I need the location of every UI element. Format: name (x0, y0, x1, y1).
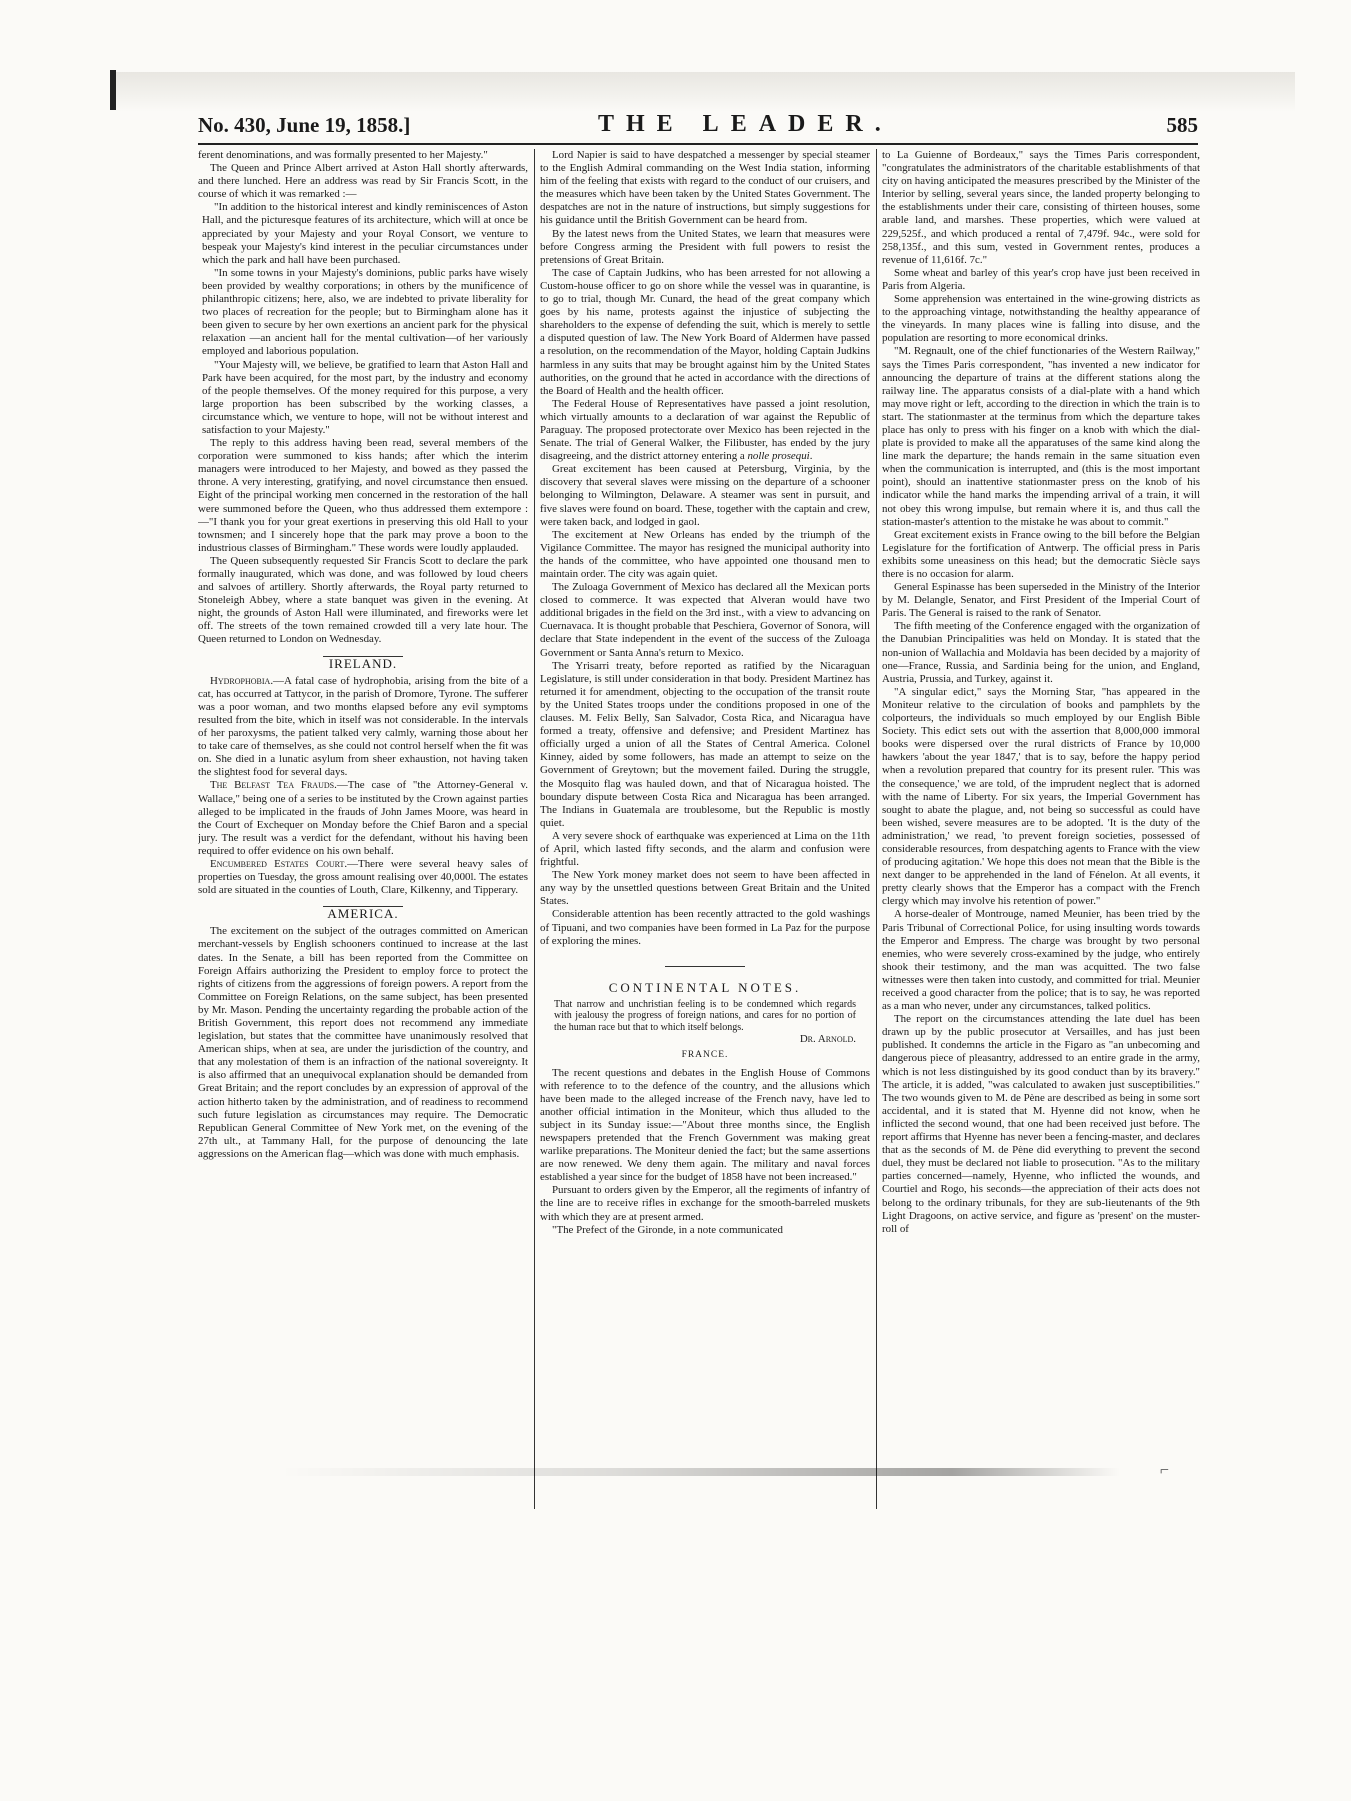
paragraph: "Your Majesty will, we believe, be gratified to learn that Aston Hall and Park have been acquired, for the most part, by the industry and economy of the people themselves. Of the money required for this purpose, a very large proportion has been subscribed by the working classes, a circumstance which, we venture to hope, will not be without interest and satisfaction to your Majesty." (202, 358, 528, 436)
paragraph: A horse-dealer of Montrouge, named Meunier, has been tried by the Paris Tribunal of Correctional Police, for using insulting words towards the Emperor and Empress. The charge was brought by two personal enemies, who were severely cross-examined by the judge, who entirely shook their testimony, and the man was acquitted. The two false witnesses were then taken into custody, and committed for trial. Meunier received a good character from the police; that is to say, he was reported as a man who never, under any circumstances, talked politics. (882, 908, 1200, 1013)
page-number: 585 (1166, 113, 1198, 137)
scan-shadow (115, 72, 1295, 112)
corner-curl-icon: ⌐ (1160, 1462, 1170, 1479)
heading-text: AMERICA. (327, 906, 399, 922)
section-heading-america (198, 906, 528, 920)
paragraph-body: —The case of "the Attorney-General v. Wallace," being one of a series to be instituted by the Crown against parties alleged to be implicated in the frauds of John James Moore, was heard in the Court of Exchequer on Monday before the Chief Baron and a special jury. The result was a verdict for the defendant, without his having been required to offer evidence on his own behalf. (198, 779, 528, 857)
paragraph: The report on the circumstances attending the late duel has been drawn up by the public prosecutor at Versailles, and has just been published. It condemns the article in the Figaro as "an unbecoming and dangerous piece of pleasantry, addressed to an entire grade in the army, which is not less distinguished by its good conduct than by its bravery." The article, it is added, "was calculated to awaken just susceptibilities." The two wounds given to M. de Pène are described as being in some sort accidental, and it is stated that M. Hyenne did not know, when he inflicted the second wound, that one had been received just before. The report affirms that Hyenne has never been a fencing-master, and declares that as the seconds of M. de Pène did everything to prevent the second duel, they must be declared not liable to prosecution. "As to the military parties concerned—namely, Hyenne, who inflicted the wounds, and Courtiel and Rogo, his seconds—the appreciation of their acts does not belong to the ordinary tribunals, for they are sub-lieutenants of the 9th Light Dragoons, on active service, and figure as 'present' on the muster-roll of (882, 1013, 1200, 1235)
run-in-head: The Belfast Tea Frauds. (210, 779, 337, 792)
column-2 (540, 149, 870, 1509)
issue-date: No. 430, June 19, 1858.] (198, 113, 411, 137)
paragraph: "M. Regnault, one of the chief functionaries of the Western Railway," says the Times Paris correspondent, "has invented a new indicator for announcing the departure of trains at the different stations along the railway line. The apparatus consists of a dial-plate with a hand which may move right or left, according to the direction in which the train is to start. The stationmaster at the terminus from which the departure takes place has only to press with his finger on a knob with which the dial-plate is provided to make all the apparatuses of the same kind along the line mark the departure; the hands remain in the same situation even when the communication is interrupted, and (this is the most important point), should an inattentive stationmaster press on the knob of his indicator while the hand marks the impending arrival of a train, it will not obey this wrong impulse, but remain where it is, and thus call the station-master's attention to the mistake he was about to commit." (882, 345, 1200, 528)
paragraph: The Queen subsequently requested Sir Francis Scott to declare the park formally inaugurated, which was done, and was followed by loud cheers and salvoes of artillery. Shortly afterwards, the Royal party returned to Stoneleigh Abbey, where a state banquet was given in the evening. At night, the grounds of Aston Hall were illuminated, and fireworks were let off. The streets of the town remained crowded till a very late hour. The Queen returned to London on Wednesday. (198, 554, 528, 646)
masthead-rule (198, 143, 1198, 145)
paragraph: The excitement on the subject of the outrages committed on American merchant-vessels by English schooners continued to increase at the last dates. In the Senate, a bill has been reported from the Committee on Foreign Affairs authorizing the President to employ force to protect the rights of citizens from the aggressions of foreign powers. A report from the Committee on Foreign Relations, on the same subject, has been presented by Mr. Mason. Pending the uncertainty regarding the probable action of the British Government, this report does not recommend any immediate legislation, but states that the committee have unanimously resolved that American ships, when at sea, are under the jurisdiction of the country, and that any molestation of them is an infraction of the national sovereignty. It is also affirmed that an unequivocal explanation should be demanded from Great Britain; and the report concludes by an expression of approval of the action hitherto taken by the administration, and of readiness to recommend such future legislation as circumstances may require. The Democratic Republican General Committee of New York met, on the evening of the 27th ult., at Tammany Hall, for the purpose of denouncing the late aggressions on the American flag—which was done with much emphasis. (198, 925, 528, 1160)
paragraph (198, 858, 528, 897)
run-in-head: Encumbered Estates Court. (210, 857, 348, 870)
paragraph: Lord Napier is said to have despatched a messenger by special steamer to the English Admiral commanding on the West India station, informing him of the feeling that exists with regard to the conduct of our cruisers, and the measures which have been taken by the United States Government. The despatches are not in the nature of instructions, but simply suggestions for his guidance until the British Government can be heard from. (540, 149, 870, 227)
newspaper-title: THE LEADER. (598, 111, 893, 137)
section-heading-france: FRANCE. (681, 1050, 729, 1061)
column-rule-1 (534, 149, 535, 1509)
paragraph-body: The Federal House of Representatives have passed a joint resolution, which virtually amounts to a declaration of war against the Republic of Paraguay. The proposed protectorate over Mexico has been rejected in the Senate. The trial of General Walker, the Filibuster, has ended by the jury disagreeing, and the district attorney entering a (540, 397, 870, 463)
paragraph: Considerable attention has been recently attracted to the gold washings of Tipuani, and two companies have been formed in La Paz for the purpose of exploring the mines. (540, 908, 870, 947)
paragraph: The reply to this address having been read, several members of the corporation were summoned to kiss hands; after which the interim managers were introduced to her Majesty, and bowed as they passed the throne. A very interesting, gratifying, and novel circumstance then ensued. Eight of the principal working men concerned in the restoration of the hall were summoned before the Queen, who thus addressed them extempore :—"I thank you for your great exertions in preserving this old Hall to your townsmen; and I sincerely hope that the park may prove a boon to the industrious classes of Birmingham." These words were loudly applauded. (198, 437, 528, 554)
section-heading-continental (540, 966, 870, 994)
paragraph: "The Prefect of the Gironde, in a note communicated (552, 1223, 783, 1236)
paragraph: Pursuant to orders given by the Emperor, all the regiments of infantry of the line are to receive rifles in exchange for the smooth-barreled muskets with which they are at present armed. (540, 1184, 870, 1223)
column-rule-2 (876, 149, 877, 1509)
run-in-head: Hydrophobia. (210, 674, 274, 687)
paragraph-end: . (809, 450, 813, 463)
paragraph: By the latest news from the United States, we learn that measures were before Congress arming the President with full powers to resist the pretensions of Great Britain. (540, 227, 870, 266)
section-heading-ireland (198, 656, 528, 670)
epigraph-signature: Dr. Arnold. (799, 1033, 856, 1046)
paragraph: The fifth meeting of the Conference engaged with the organization of the Danubian Principalities was held on Monday. It is stated that the non-union of Wallachia and Moldavia has been decided by a majority of one—France, Russia, and Sardinia being for the union, and England, Austria, Prussia, and Turkey, against it. (882, 620, 1200, 685)
scan-smudge (280, 1468, 1120, 1476)
paragraph: "In addition to the historical interest and kindly reminiscences of Aston Hall, and the picturesque features of its architecture, which will at once be appreciated by your Majesty and your Royal Consort, we venture to bespeak your Majesty's kind interest in the peculiar circumstances under which the park and hall have been purchased. (202, 201, 528, 266)
paragraph (540, 398, 870, 463)
epigraph: That narrow and unchristian feeling is to be condemned which regards with jealousy the progress of foreign nations, and cares for no portion of the human race but that to which itself belongs. (554, 998, 856, 1033)
column-1 (198, 149, 528, 1509)
paragraph: The Queen and Prince Albert arrived at Aston Hall shortly afterwards, and there lunched. Here an address was read by Sir Francis Scott, in the course of which it was remarked :— (198, 162, 528, 201)
column-3 (882, 149, 1200, 1509)
paragraph: The recent questions and debates in the English House of Commons with reference to to the defence of the country, and the allusions which have been made to the alleged increase of the French navy, have led to another official intimation in the Moniteur, which thus alluded to the subject in its Sunday issue:—"About three months since, the English newspapers pretended that the French Government was making great warlike preparations. The Moniteur denied the fact; but the same assertions are now renewed. We deny them again. The military and naval forces established a year since for the budget of 1858 have not been increased." (540, 1066, 870, 1184)
paragraph: The New York money market does not seem to have been affected in any way by the unsettled questions between Great Britain and the United States. (540, 869, 870, 908)
paragraph: A very severe shock of earthquake was experienced at Lima on the 11th of April, which lasted fifty seconds, and the alarm and confusion were frightful. (540, 829, 870, 869)
scan-edge (110, 70, 116, 110)
paragraph: Great excitement exists in France owing to the bill before the Belgian Legislature for the fortification of Antwerp. The official press in Paris exhibits some uneasiness on this head; but the democratic Siècle says there is no occasion for alarm. (882, 528, 1200, 580)
masthead (198, 113, 1198, 141)
paragraph: to La Guienne of Bordeaux," says the Times Paris correspondent, "congratulates the administrators of the charitable establishments of that city on having anticipated the measures prescribed by the Minister of the Interior by selling, several years since, the landed property belonging to the establishments under their care, consisting of thirteen houses, some arable land, and marshes. These properties, which were valued at 229,525f., and which produced a rental of 7,479f. 94c., were sold for 258,135f., and this sum, vested in Government rentes, produces a revenue of 11,616f. 7c." (882, 149, 1200, 266)
paragraph: The Yrisarri treaty, before reported as ratified by the Nicaraguan Legislature, is still under consideration in that body. President Martinez has returned it for amendment, objecting to the occupation of the transit route by the United States troops under the conditions proposed in one of the clauses. M. Felix Belly, San Salvador, Costa Rica, and Nicaragua have formed a treaty, offensive and defensive; and President Martinez has officially urged a union of all the States of Central America. Colonel Kinney, aided by some followers, has made an attempt to seize on the Government of Greytown; but the movement failed. During the struggle, the Mosquito flag was hauled down, and that of Nicaragua hoisted. The boundary dispute between Costa Rica and Nicaragua has been arranged. The Indians in Guatemala are troublesome, but the Republic is mostly quiet. (540, 659, 870, 829)
paragraph (198, 675, 528, 780)
paragraph: Some apprehension was entertained in the wine-growing districts as to the approaching vintage, notwithstanding the healthy appearance of the vineyards. In many places wine is falling into disuse, and the population are resorting to more economical drinks. (882, 293, 1200, 345)
paragraph: ferent denominations, and was formally presented to her Majesty." (198, 149, 488, 161)
paragraph-body: —There were several heavy sales of properties on Tuesday, the gross amount realising over 40,000l. The estates sold are situated in the counties of Louth, Clare, Kilkenny, and Tipperary. (198, 857, 528, 897)
section-rule (665, 966, 745, 967)
paragraph: "In some towns in your Majesty's dominions, public parks have wisely been provided by wealthy corporations; in others by the munificence of philanthropic citizens; here, also, we are indebted to private liberality for two places of recreation for the people; but to Birmingham alone has it been given to secure by her own exertions an ancient park for the physical relaxation —an ancient hall for the mental cultivation—of her variously employed and laborious population. (202, 266, 528, 358)
italic-phrase: nolle prosequi (747, 450, 810, 463)
paragraph: The excitement at New Orleans has ended by the triumph of the Vigilance Committee. The mayor has resigned the municipal authority into the hands of the committee, who have appointed one thousand men to maintain order. The city was again quiet. (540, 528, 870, 580)
heading-text: IRELAND. (328, 655, 398, 671)
paragraph: "A singular edict," says the Morning Star, "has appeared in the Moniteur relative to the circulation of books and pamphlets by the colporteurs, the individuals so much employed by our English Bible Society. This edict sets out with the assertion that 8,000,000 immoral books were dispersed over the rural districts of France by 10,000 hawkers 'about the year 1847,' that is to say, before the happy period when a revolution prepared that country for its present ruler. 'This was the consequence,' we are told, of the imprudent neglect that is adorned with the name of Liberty. For six years, the Imperial Government has sought to abate the plague, and, not being so successful as could have been wished, severe measures are to be adopted. 'It is the duty of the administration,' we read, 'to prevent foreign societies, possessed of considerable resources, from despatching agents to France with the view of producing agitation.' We hope this does not mean that the Bible is the next danger to be apprehended in the land of Fénelon. At all events, it pretty clearly shows that the Emperor has a compact with the French clergy which may involve his retention of power." (882, 685, 1200, 908)
paragraph: The Zuloaga Government of Mexico has declared all the Mexican ports closed to commerce. It was expected that Alveran would have two additional brigades in the field on the 3rd inst., with a view to advancing on Cuernavaca. It is thought probable that Peschiera, Governor of Sonora, will declare that State independent in the event of the success of the Zuloaga Government or Santa Anna's return to Mexico. (540, 581, 870, 659)
paragraph (198, 779, 528, 858)
paragraph-body: —A fatal case of hydrophobia, arising from the bite of a cat, has occurred at Tattycor, in the parish of Dromore, Tyrone. The sufferer was a poor woman, and two months elapsed before any evil symptoms resulted from the bite, which in itself was not considerable. In the intervals of her paroxysms, the patient talked very calmly, warning those about her to take care of themselves, as she could not control herself when the fit was on. She died in a lunatic asylum from sheer exhaustion, not having taken the slightest food for several days. (198, 674, 528, 779)
paragraph: Some wheat and barley of this year's crop have just been received in Paris from Algeria. (882, 266, 1200, 292)
paragraph: The case of Captain Judkins, who has been arrested for not allowing a Custom-house officer to go on shore while the vessel was in quarantine, is to go to trial, though Mr. Cunard, the head of the great company which goes by his name, protests against the injustice of subjecting the shareholders to the expense of defending the suit, which is merely to settle a disputed question of law. The New York Board of Aldermen have passed a resolution, on the recommendation of the Mayor, holding Captain Judkins harmless in any suits that may be brought against him by the United States authorities, on the ground that he acted in accordance with the directions of the Board of Health and the health officer. (540, 266, 870, 397)
heading-text: CONTINENTAL NOTES. (608, 979, 802, 995)
paragraph: Great excitement has been caused at Petersburg, Virginia, by the discovery that several slaves were missing on the departure of a schooner belonging to Wilmington, Delaware. A steamer was sent in pursuit, and five slaves were found on board. These, together with the captain and crew, were taken back, and lodged in gaol. (540, 463, 870, 528)
paragraph: General Espinasse has been superseded in the Ministry of the Interior by M. Delangle, Senator, and First President of the Imperial Court of Paris. The General is raised to the rank of Senator. (882, 581, 1200, 620)
